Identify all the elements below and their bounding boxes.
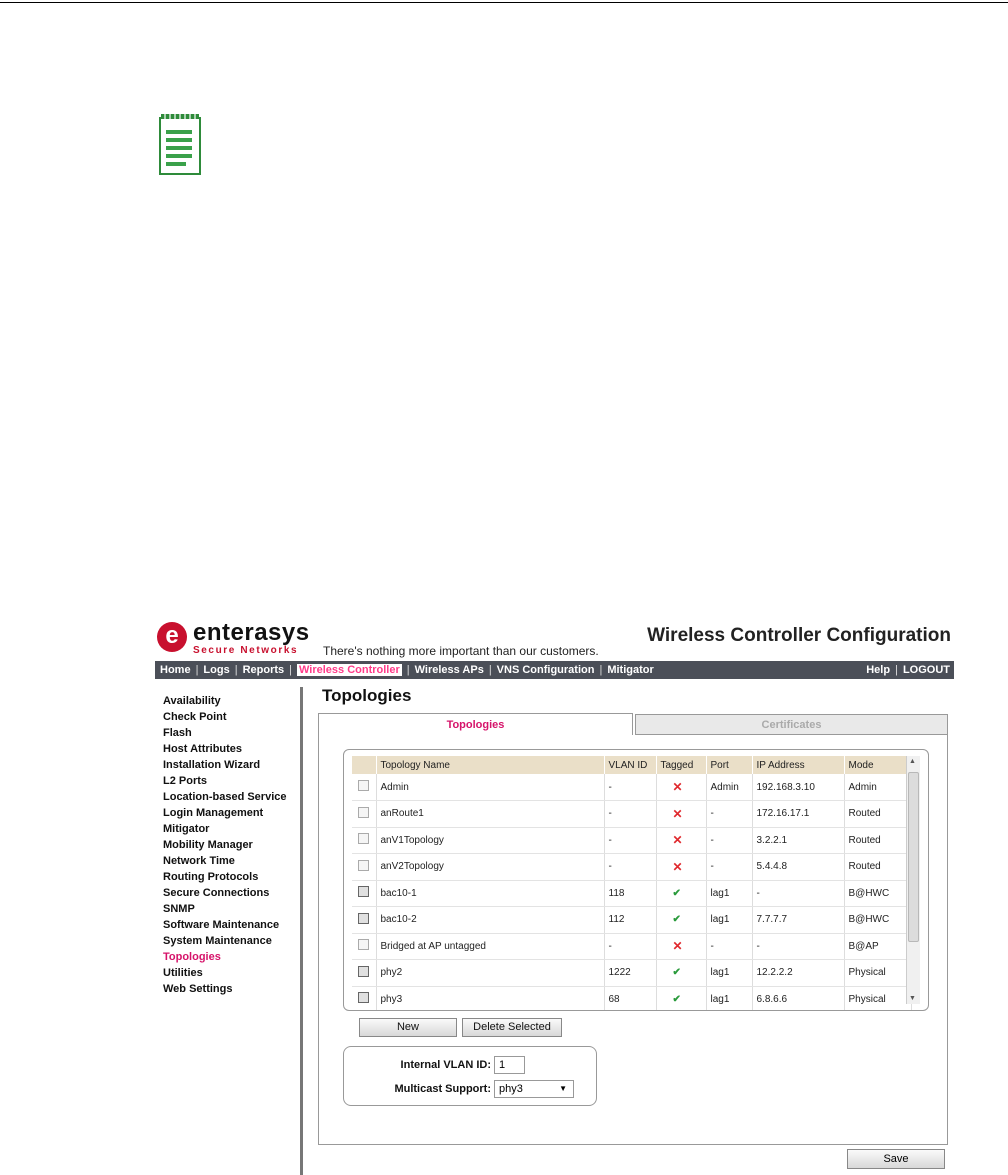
row-checkbox[interactable] [358, 992, 369, 1003]
nav-separator: | [406, 664, 410, 676]
nav-item-logs[interactable]: Logs [203, 664, 230, 676]
table-row[interactable] [352, 854, 912, 881]
select-column-header [352, 756, 376, 774]
sidebar-item-topologies[interactable]: Topologies [163, 951, 221, 963]
sidebar-item-check-point[interactable]: Check Point [163, 711, 227, 723]
nav-item-logout[interactable]: LOGOUT [902, 664, 950, 676]
sidebar-item-l2-ports[interactable]: L2 Ports [163, 775, 208, 787]
nav-separator: | [289, 664, 292, 676]
ip-address: 192.168.3.10 [752, 774, 844, 801]
topology-name[interactable]: Admin [376, 774, 604, 801]
row-checkbox-cell [352, 986, 376, 1011]
row-checkbox-cell [352, 933, 376, 960]
column-header[interactable]: Mode [844, 756, 912, 774]
new-button[interactable]: New [359, 1018, 457, 1037]
x-icon: ✕ [672, 939, 683, 954]
nav-item-reports[interactable]: Reports [242, 664, 285, 676]
column-header[interactable]: IP Address [752, 756, 844, 774]
nav-separator: | [234, 664, 238, 676]
port: - [706, 801, 752, 828]
row-checkbox[interactable] [358, 780, 369, 791]
check-icon: ✔ [672, 887, 681, 899]
check-icon: ✔ [672, 967, 681, 979]
row-checkbox-cell [352, 827, 376, 854]
sidebar [163, 693, 298, 997]
table-scrollbar[interactable] [906, 756, 920, 1004]
column-header[interactable]: Port [706, 756, 752, 774]
nav-separator: | [895, 664, 898, 676]
tagged-cell [656, 960, 706, 987]
x-icon: ✕ [672, 806, 683, 821]
column-header[interactable]: Topology Name [376, 756, 604, 774]
multicast-select[interactable] [494, 1080, 574, 1098]
row-checkbox[interactable] [358, 913, 369, 924]
internal-vlan-label: Internal VLAN ID: [400, 1059, 491, 1071]
mode: Routed [844, 801, 912, 828]
save-button[interactable]: Save [847, 1149, 945, 1169]
topology-name[interactable]: anV2Topology [376, 854, 604, 881]
vlan-id: 112 [604, 907, 656, 934]
tab-panel [318, 735, 948, 1145]
sidebar-item-availability[interactable]: Availability [163, 695, 221, 707]
row-checkbox[interactable] [358, 939, 369, 950]
mode: Physical [844, 960, 912, 987]
vlan-id: - [604, 774, 656, 801]
vlan-id: 118 [604, 880, 656, 907]
port: - [706, 933, 752, 960]
vlan-id: - [604, 933, 656, 960]
topology-name[interactable]: Bridged at AP untagged [376, 933, 604, 960]
note-icon [158, 112, 202, 176]
mode: B@HWC [844, 880, 912, 907]
ip-address: - [752, 880, 844, 907]
enterasys-logo-icon: e [157, 622, 187, 652]
row-checkbox[interactable] [358, 886, 369, 897]
port: lag1 [706, 907, 752, 934]
topology-name[interactable]: phy3 [376, 986, 604, 1011]
sidebar-item-utilities[interactable]: Utilities [163, 967, 203, 979]
check-icon: ✔ [672, 914, 681, 926]
topology-name[interactable]: anRoute1 [376, 801, 604, 828]
top-nav [155, 661, 954, 679]
chevron-down-icon: ▼ [559, 1084, 567, 1093]
row-checkbox[interactable] [358, 807, 369, 818]
brand-sub: Secure Networks [193, 645, 299, 656]
tagged-cell [656, 774, 706, 801]
vlan-id: 68 [604, 986, 656, 1011]
sidebar-item-mobility-manager[interactable]: Mobility Manager [163, 839, 253, 851]
nav-separator: | [599, 664, 603, 676]
row-checkbox[interactable] [358, 833, 369, 844]
tab-certificates[interactable]: Certificates [635, 714, 948, 735]
sidebar-item-login-management[interactable]: Login Management [163, 807, 264, 819]
topology-name[interactable]: phy2 [376, 960, 604, 987]
row-checkbox-cell [352, 880, 376, 907]
app-title: Wireless Controller Configuration [647, 625, 951, 646]
column-header[interactable]: Tagged [656, 756, 706, 774]
sidebar-item-web-settings[interactable]: Web Settings [163, 983, 233, 995]
nav-item-home[interactable]: Home [160, 664, 191, 676]
scroll-up-icon[interactable]: ▲ [909, 758, 916, 765]
tagged-cell [656, 907, 706, 934]
x-icon: ✕ [672, 833, 683, 848]
mode: B@HWC [844, 907, 912, 934]
ip-address: 5.4.4.8 [752, 854, 844, 881]
tagged-cell [656, 801, 706, 828]
tagged-cell [656, 827, 706, 854]
tagged-cell [656, 933, 706, 960]
scroll-thumb[interactable] [908, 772, 919, 942]
nav-item-mitigator[interactable]: Mitigator [607, 664, 654, 676]
row-checkbox-cell [352, 960, 376, 987]
sidebar-item-flash[interactable]: Flash [163, 727, 192, 739]
multicast-label: Multicast Support: [394, 1083, 491, 1095]
table-row[interactable] [352, 827, 912, 854]
table-header-row [352, 756, 912, 774]
nav-item-help[interactable]: Help [866, 664, 891, 676]
x-icon: ✕ [672, 780, 683, 794]
ip-address: 6.8.6.6 [752, 986, 844, 1011]
table-row[interactable] [352, 774, 912, 801]
topology-name[interactable]: bac10-1 [376, 880, 604, 907]
row-checkbox-cell [352, 907, 376, 934]
port: lag1 [706, 986, 752, 1011]
table-row[interactable] [352, 960, 912, 987]
row-checkbox-cell [352, 801, 376, 828]
vlan-id: - [604, 827, 656, 854]
port: - [706, 827, 752, 854]
nav-separator: | [488, 664, 492, 676]
mode: Routed [844, 827, 912, 854]
x-icon: ✕ [672, 859, 683, 874]
delete-selected-button[interactable]: Delete Selected [462, 1018, 562, 1037]
internal-vlan-input[interactable]: 1 [494, 1056, 525, 1074]
row-checkbox[interactable] [358, 860, 369, 871]
sidebar-item-host-attributes[interactable]: Host Attributes [163, 743, 243, 755]
options-box [343, 1046, 597, 1106]
sidebar-item-secure-connections[interactable]: Secure Connections [163, 887, 270, 899]
port: lag1 [706, 960, 752, 987]
sidebar-item-installation-wizard[interactable]: Installation Wizard [163, 759, 261, 771]
multicast-value: phy3 [499, 1083, 523, 1095]
topology-name[interactable]: anV1Topology [376, 827, 604, 854]
vlan-id: - [604, 801, 656, 828]
table-row[interactable] [352, 880, 912, 907]
row-checkbox[interactable] [358, 966, 369, 977]
ip-address: 12.2.2.2 [752, 960, 844, 987]
mode: B@AP [844, 933, 912, 960]
mode: Physical [844, 986, 912, 1011]
tagged-cell [656, 854, 706, 881]
ip-address: - [752, 933, 844, 960]
port: - [706, 854, 752, 881]
tab-topologies[interactable]: Topologies [318, 713, 633, 735]
column-header[interactable]: VLAN ID [604, 756, 656, 774]
table-row[interactable] [352, 933, 912, 960]
sidebar-item-mitigator[interactable]: Mitigator [163, 823, 210, 835]
ip-address: 172.16.17.1 [752, 801, 844, 828]
sidebar-item-snmp[interactable]: SNMP [163, 903, 195, 915]
tagged-cell [656, 880, 706, 907]
controller-screenshot [155, 617, 954, 1175]
page-top-rule [0, 2, 1008, 3]
ip-address: 3.2.2.1 [752, 827, 844, 854]
nav-item-wireless-aps[interactable]: Wireless APs [414, 664, 484, 676]
sidebar-divider [300, 687, 303, 1175]
page-title: Topologies [322, 686, 412, 705]
mode: Admin [844, 774, 912, 801]
nav-separator: | [195, 664, 199, 676]
port: lag1 [706, 880, 752, 907]
scroll-down-icon[interactable]: ▼ [909, 995, 916, 1002]
nav-item-vns-configuration[interactable]: VNS Configuration [496, 664, 595, 676]
port: Admin [706, 774, 752, 801]
sidebar-item-system-maintenance[interactable]: System Maintenance [163, 935, 272, 947]
check-icon: ✔ [672, 993, 681, 1005]
tagged-cell [656, 986, 706, 1011]
tab-bar [318, 713, 948, 735]
row-checkbox-cell [352, 854, 376, 881]
brand-header [155, 617, 954, 663]
brand-name: enterasys [193, 619, 310, 646]
mode: Routed [844, 854, 912, 881]
ip-address: 7.7.7.7 [752, 907, 844, 934]
table-row[interactable] [352, 907, 912, 934]
tagline: There's nothing more important than our customers. [323, 644, 599, 658]
topology-grid [343, 749, 929, 1011]
row-checkbox-cell [352, 774, 376, 801]
vlan-id: 1222 [604, 960, 656, 987]
topology-name[interactable]: bac10-2 [376, 907, 604, 934]
sidebar-item-location-based-service[interactable]: Location-based Service [163, 791, 287, 803]
nav-item-wireless-controller[interactable]: Wireless Controller [298, 664, 400, 676]
table-row[interactable] [352, 986, 912, 1011]
sidebar-item-routing-protocols[interactable]: Routing Protocols [163, 871, 259, 883]
sidebar-item-network-time[interactable]: Network Time [163, 855, 235, 867]
sidebar-item-software-maintenance[interactable]: Software Maintenance [163, 919, 280, 931]
table-row[interactable] [352, 801, 912, 828]
vlan-id: - [604, 854, 656, 881]
